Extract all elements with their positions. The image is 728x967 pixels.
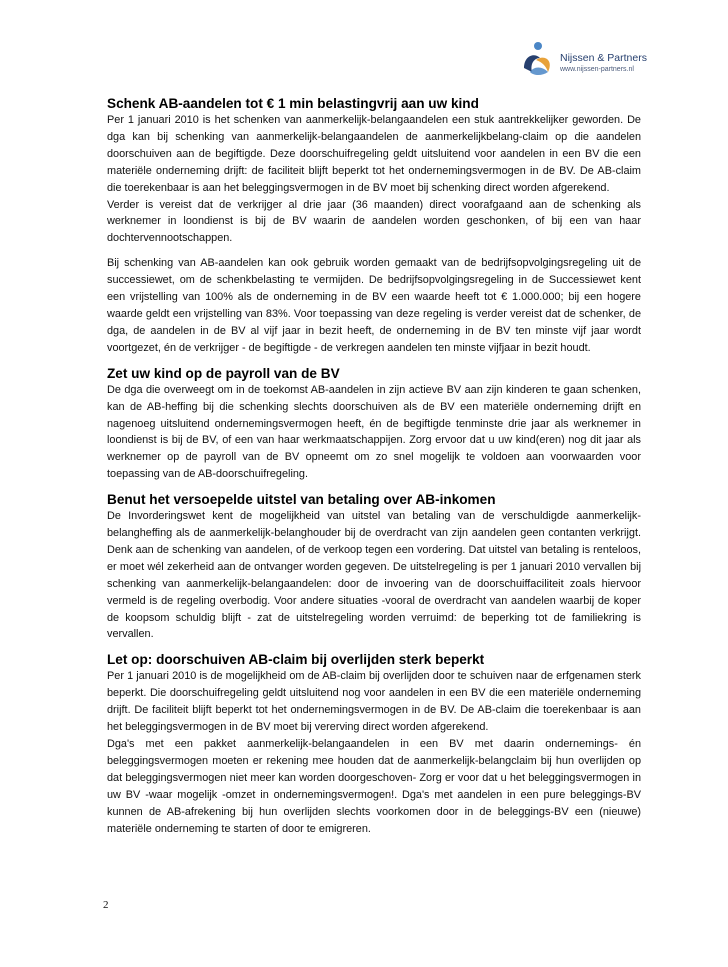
logo-company-name: Nijssen & Partners [560,52,647,64]
section-payroll [107,365,641,483]
section-uitstel-betaling [107,491,641,643]
company-logo [518,38,678,82]
section-title: Schenk AB-aandelen tot € 1 min belastingvrij aan uw kind [107,96,479,111]
document-body [107,95,641,837]
paragraph: Bij schenking van AB-aandelen kan ook gebruik worden gemaakt van de bedrijfsopvolgingsregeling uit de successiewet, om de schenkbelasting te vermijden. De bedrijfsopvolgingsregeling in de Successiewet kent een vrijstelling van 100% als de onderneming in de BV een waarde heeft tot € 1.000.000; bij een hogere waarde geldt een vrijstelling van 83%. Voor toepassing van deze regeling is verder vereist dat de schenker, de dga, de aandelen in de BV al vijf jaar in bezit heeft, de onderneming in de BV ten minste vijf jaar wordt voortgezet, én de verkrijger - de begiftigde - de verkregen aandelen ten minste vijfjaar in bezit houdt. [107,257,641,354]
paragraph: De dga die overweegt om in de toekomst AB-aandelen in zijn actieve BV aan zijn kinderen te gaan schenken, kan de AB-heffing bij die schenking slechts doorschuiven als de BV een materiële onderneming drijft en nagenoeg uitsluitend ondernemingsvermogen heeft, én de begiftigde tenminste drie jaar als werknemer in loondienst is bij de BV, of een van haar werkmaatschappijen. Zorg ervoor dat u uw kind(eren) nog dit jaar als werknemer op de payroll van de BV opneemt om zo snel mogelijk te voldoen aan voorwaarden voor toepassing van de AB-doorschuifregeling. [107,383,641,481]
paragraph: Dga's met een pakket aanmerkelijk-belangaandelen in een BV met daarin ondernemings- én beleggingsvermogen moeten er rekening mee houden dat de aanmerkelijk-belangclaim bij hun overlijden op dat beleggingsvermogen niet meer kan worden doorgeschoven- Zorg er voor dat u het beleggingsvermogen in uw BV -waar mogelijk -omzet in ondernemingsvermogen!. Dga's met aandelen in een pure beleggings-BV kunnen de AB-afrekening bij hun overlijden slechts voorkomen door in de beleggings-BV een (nieuwe) materiële onderneming te starten of door te emigreren. [107,738,641,835]
logo-mark-icon [518,38,558,78]
logo-website-url: www.nijssen-partners.nl [560,66,634,73]
section-schenk-ab-aandelen [107,95,641,357]
page-number: 2 [103,899,109,911]
section-title: Benut het versoepelde uitstel van betaling over AB-inkomen [107,492,496,508]
paragraph: Per 1 januari 2010 is de mogelijkheid om de AB-claim bij overlijden door te schuiven naar de erfgenamen sterk beperkt. Die doorschuifregeling geldt uitsluitend nog voor aandelen in een BV die een materiële onderneming drijft. De faciliteit blijft beperkt tot het ondernemingsvermogen in de BV. De AB-claim die toerekenbaar is aan het beleggingsvermogen in de BV moet bij vererving direct worden afgerekend. [107,670,641,734]
section-title: Zet uw kind op de payroll van de BV [107,365,340,381]
section-title: Let op: doorschuiven AB-claim bij overlijden sterk beperkt [107,652,485,668]
paragraph: Per 1 januari 2010 is het schenken van aanmerkelijk-belangaandelen een stuk aantrekkelijker geworden. De dga kan bij schenking van aanmerkelijk-belangaandelen de aanmerkelijkbelang-claim op die aandelen doorschuiven aan de begiftigde. Deze doorschuifregeling geldt uitsluitend voor aandelen in een BV die een materiële onderneming drijft: de faciliteit blijft beperkt tot het ondernemingsvermogen in de BV. De AB-claim die toerekenbaar is aan het beleggingsvermogen in de BV moet bij schenking direct worden afgerekend. [107,114,641,194]
section-doorschuiven-overlijden [107,651,641,837]
paragraph: De Invorderingswet kent de mogelijkheid van uitstel van betaling van de verschuldigde aanmerkelijk-belangheffing als de aanmerkelijk-belanghouder bij de overdracht van zijn aandelen geen contanten verkrijgt. Denk aan de schenking van aandelen, of de verkoop tegen een vordering. Dat uitstel van betaling is renteloos, er moet wél zekerheid aan de ontvanger worden gegeven. De uitstelregeling is per 1 januari 2010 vervallen bij schenking van aanmerkelijk-belangaandelen: door de invoering van de doorschuiffaciliteit zoals hiervoor vermeld is de regeling overbodig. Voor andere situaties -vooral de overdracht van aandelen waarbij de koper de koopsom schuldig blijft - zat de uitstelregeling worden verruimd: de beperking tot de familiekring is vervallen. [107,510,641,641]
paragraph: Verder is vereist dat de verkrijger al drie jaar (36 maanden) direct voorafgaand aan de schenking als werknemer in loondienst is bij de BV waarin de aandelen worden geschonken, of bij een van haar dochtervennootschappen. [107,198,641,245]
